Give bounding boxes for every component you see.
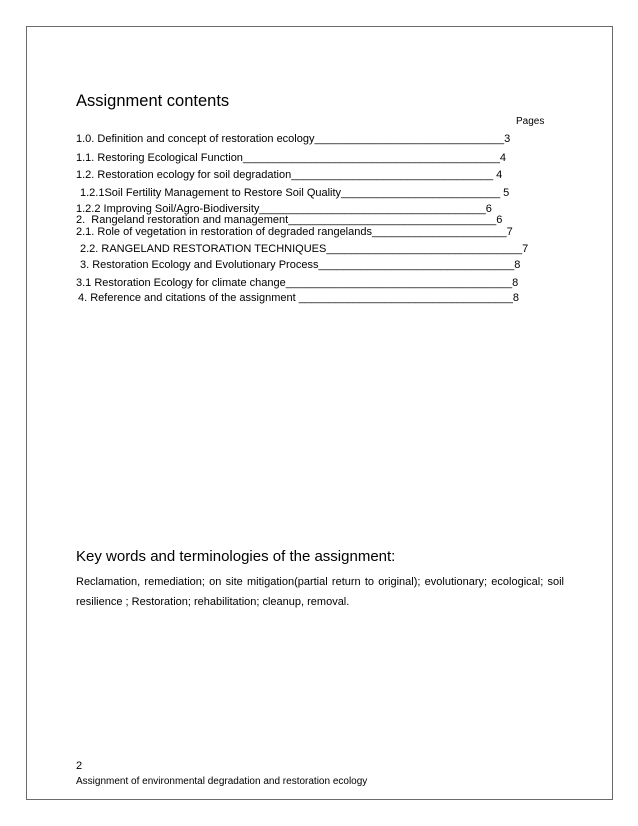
toc-entry: 2.2. RANGELAND RESTORATION TECHNIQUES________________________________7 [80, 243, 529, 255]
toc-entry: 1.0. Definition and concept of restoration ecology_______________________________3 [76, 133, 511, 145]
pages-label: Pages [516, 116, 545, 127]
contents-heading: Assignment contents [76, 92, 230, 110]
keywords-heading: Key words and terminologies of the assignment: [76, 548, 396, 565]
toc-entry: 1.1. Restoring Ecological Function__________________________________________4 [76, 152, 506, 164]
toc-entry: 2. Rangeland restoration and management__________________________________6 [76, 214, 503, 226]
toc-entry: 1.2.1Soil Fertility Management to Restore Soil Quality__________________________ 5 [80, 187, 510, 199]
toc-entry: 2.1. Role of vegetation in restoration of degraded rangelands______________________7 [76, 226, 513, 238]
keywords-text: Reclamation, remediation; on site mitigation(partial return to original); evolutionary; ecological; soil resilience ; Restoration; rehabilitation; cleanup, removal. [76, 576, 564, 608]
toc-entry: 1.2. Restoration ecology for soil degradation_________________________________ 4 [76, 169, 503, 181]
toc-entry: 1.2.2 Improving Soil/Agro-Biodiversity_____________________________________6 [76, 203, 492, 215]
toc-entry: 3. Restoration Ecology and Evolutionary Process________________________________8 [80, 259, 521, 271]
toc-entry: 3.1 Restoration Ecology for climate change_____________________________________8 [76, 277, 519, 289]
toc-entry: 4. Reference and citations of the assignment ___________________________________8 [78, 292, 519, 304]
page-number: 2 [76, 760, 83, 772]
page-footer: Assignment of environmental degradation and restoration ecology [76, 776, 368, 787]
